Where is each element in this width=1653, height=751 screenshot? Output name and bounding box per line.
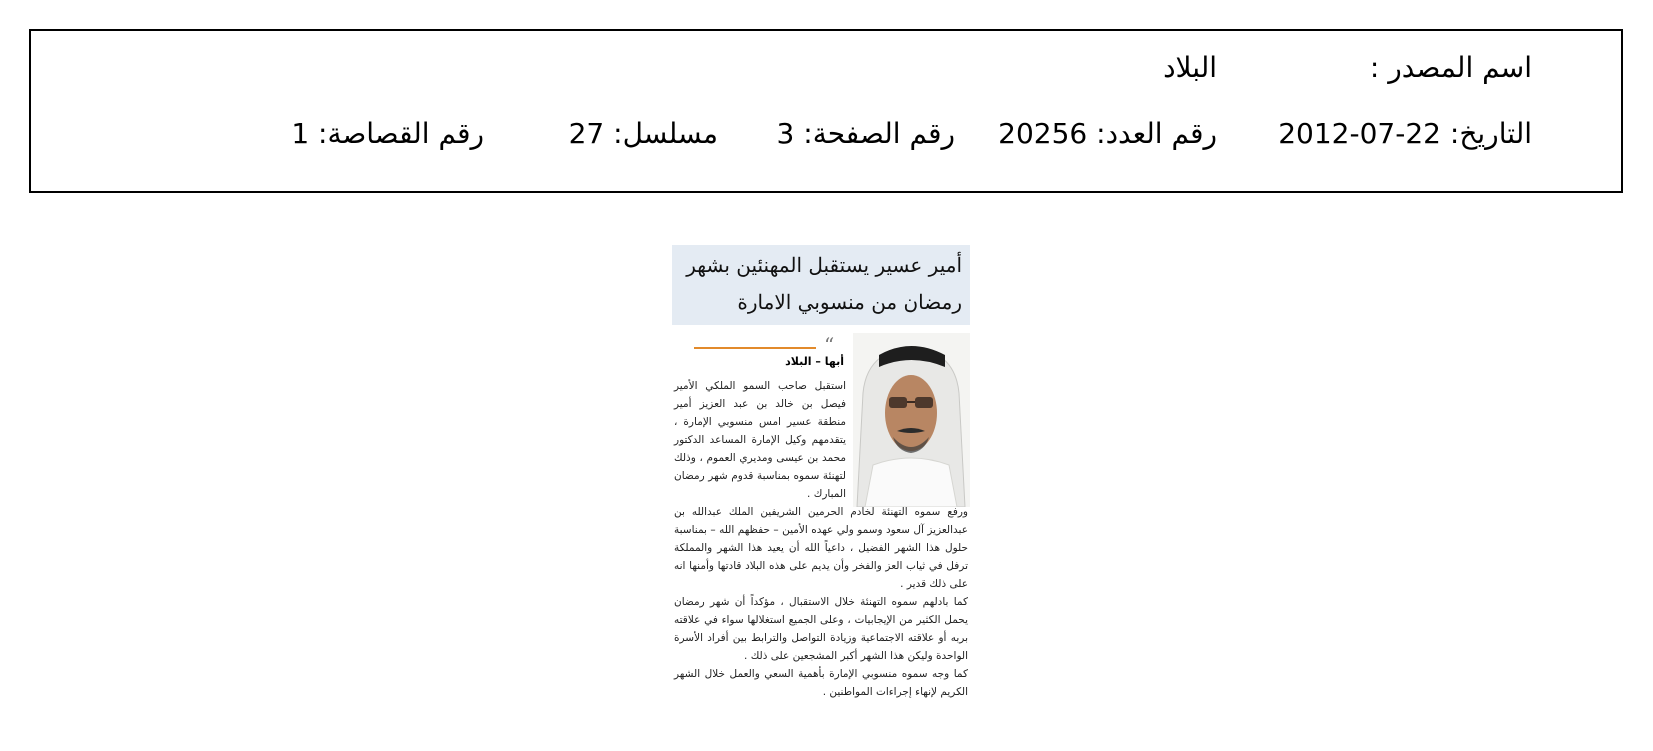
- article-paragraph: كما بادلهم سموه التهنئة خلال الاستقبال ، مؤكداً أن شهر رمضان يحمل الكثير من الإيجابيات ، وعلى الجميع استغلالها سواء في علاقته بربه أو علاقته الاجتماعية وزيادة التواصل والترابط بين أفراد الأسرة الواحدة وليكن هذا الشهر أكبر المشجعين على ذلك .: [674, 596, 968, 662]
- quote-icon: “: [824, 333, 835, 357]
- source-value: البلاد: [1163, 51, 1217, 84]
- article-paragraph: ورفع سموه التهنئة لخادم الحرمين الشريفين الملك عبدالله بن عبدالعزيز آل سعود وسمو ولي عهده الأمين – حفظهم الله – بمناسبة حلول هذا الشهر الفضيل ، داعياً الله أن يعيد هذا الشهر والمملكة ترفل في ثياب العز والفخر وأن يديم على هذه البلاد قادتها وأمنها انه على ذلك قدير .: [674, 506, 968, 590]
- article-paragraph: كما وجه سموه منسوبي الإمارة بأهمية السعي والعمل خلال الشهر الكريم لإنهاء إجراءات المواطنين .: [674, 668, 968, 698]
- page-number: رقم الصفحة: 3: [776, 117, 955, 150]
- newspaper-clipping: [672, 245, 970, 725]
- clip-number: رقم القصاصة: 1: [291, 117, 484, 150]
- issue-number: رقم العدد: 20256: [998, 117, 1217, 150]
- byline-area: [672, 333, 850, 368]
- article-byline: أبها – البلاد: [785, 355, 844, 368]
- article-paragraph: استقبل صاحب السمو الملكي الأمير فيصل بن خالد بن عبد العزيز أمير منطقة عسير امس منسوبي الإمارة ، يتقدمهم وكيل الإمارة المساعد الدكتور محمد بن عيسى ومديري العموم ، وذلك لتهنئة سموه بمناسبة قدوم شهر رمضان المبارك .: [674, 380, 846, 500]
- article-headline: أمير عسير يستقبل المهنئين بشهر رمضان من منسوبي الامارة: [672, 245, 970, 325]
- accent-rule: [694, 347, 816, 349]
- date-field: التاريخ: 22-07-2012: [1278, 117, 1532, 150]
- article-body-continued: [674, 503, 968, 701]
- source-info-box: [29, 29, 1623, 193]
- source-label: اسم المصدر :: [1369, 51, 1532, 84]
- serial-number: مسلسل: 27: [568, 117, 718, 150]
- portrait-photo-icon: [853, 333, 970, 507]
